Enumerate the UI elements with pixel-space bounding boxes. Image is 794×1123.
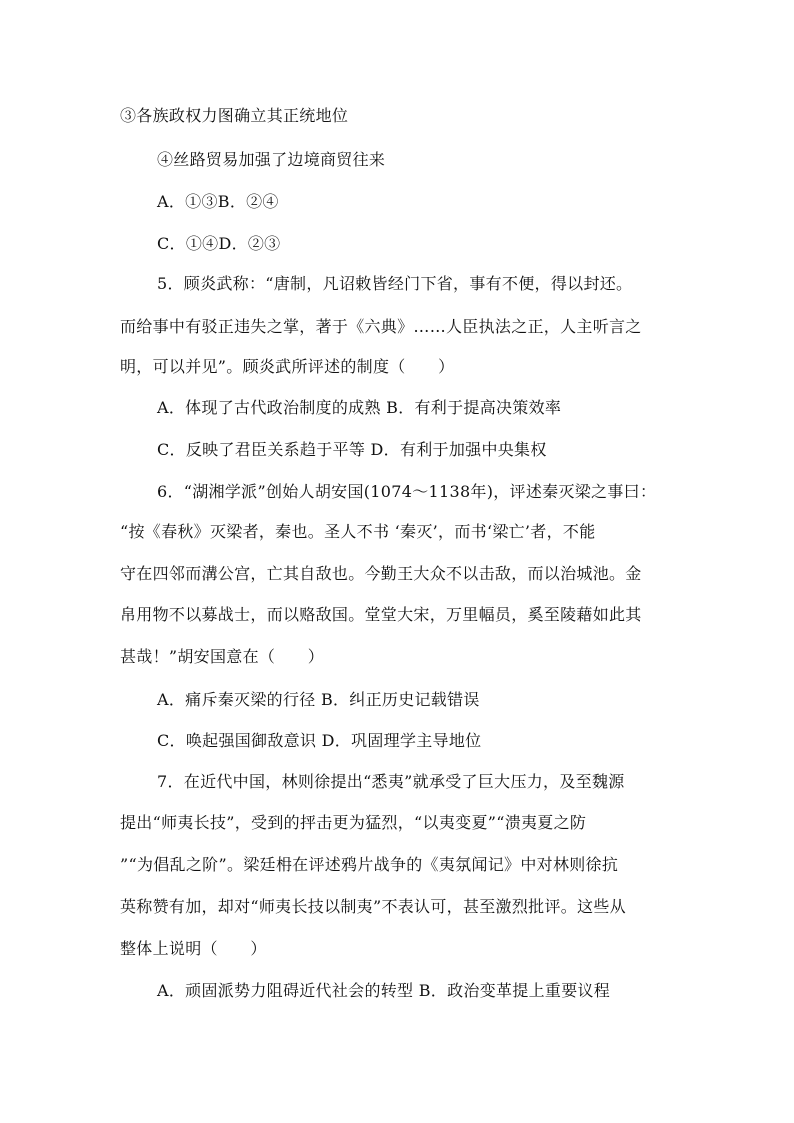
q6-stem-line-1: 6．“湖湘学派”创始人胡安国(1074～1138年)，评述秦灭梁之事曰： — [157, 482, 657, 501]
q4-choices-ab: A．①③B．②④ — [157, 192, 279, 211]
option-statement-4: ④丝路贸易加强了边境商贸往来 — [157, 150, 386, 169]
q7-stem-line-4: 英称赞有加，却对“师夷长技以制夷”不表认可，甚至激烈批评。这些从 — [120, 897, 626, 916]
q4-choices-cd: C．①④D．②③ — [157, 234, 281, 253]
q6-choices-cd: C．唤起强国御敌意识 D．巩固理学主导地位 — [157, 731, 482, 750]
q5-choices-cd: C．反映了君臣关系趋于平等 D．有利于加强中央集权 — [157, 440, 547, 459]
q6-choices-ab: A．痛斥秦灭梁的行径 B．纠正历史记载错误 — [157, 690, 480, 709]
q5-stem-line-1: 5．顾炎武称：“唐制，凡诏敕皆经门下省，事有不便，得以封还。 — [157, 274, 633, 293]
q5-stem-line-3: 明，可以并见”。顾炎武所评述的制度（ ） — [120, 357, 455, 376]
q6-stem-line-2: “按《春秋》灭梁者，秦也。圣人不书 ‘秦灭’，而书‘梁亡’者，不能 — [120, 522, 596, 541]
q7-stem-line-1: 7．在近代中国，林则徐提出“悉夷”就承受了巨大压力，及至魏源 — [157, 772, 625, 791]
q7-stem-line-3: ”“为倡乱之阶”。梁廷枏在评述鸦片战争的《夷氛闻记》中对林则徐抗 — [120, 855, 619, 874]
q5-stem-line-2: 而给事中有驳正违失之掌，著于《六典》……人臣执法之正，人主听言之 — [120, 317, 642, 336]
option-statement-3: ③各族政权力图确立其正统地位 — [120, 106, 349, 125]
q7-choices-ab: A．顽固派势力阻碍近代社会的转型 B．政治变革提上重要议程 — [157, 981, 611, 1000]
q6-stem-line-4: 帛用物不以募战士，而以赂敌国。堂堂大宋，万里幅员，奚至陵藉如此其 — [120, 605, 642, 624]
q5-choices-ab: A．体现了古代政治制度的成熟 B．有利于提高决策效率 — [157, 398, 562, 417]
q7-stem-line-2: 提出“师夷长技”，受到的抨击更为猛烈，“以夷变夏”“溃夷夏之防 — [120, 813, 587, 832]
q6-stem-line-5: 甚哉！”胡安国意在（ ） — [120, 647, 325, 666]
q7-stem-line-5: 整体上说明（ ） — [120, 939, 267, 958]
q6-stem-line-3: 守在四邻而溝公宫，亡其自敌也。今勤王大众不以击敌，而以治城池。金 — [120, 564, 642, 583]
